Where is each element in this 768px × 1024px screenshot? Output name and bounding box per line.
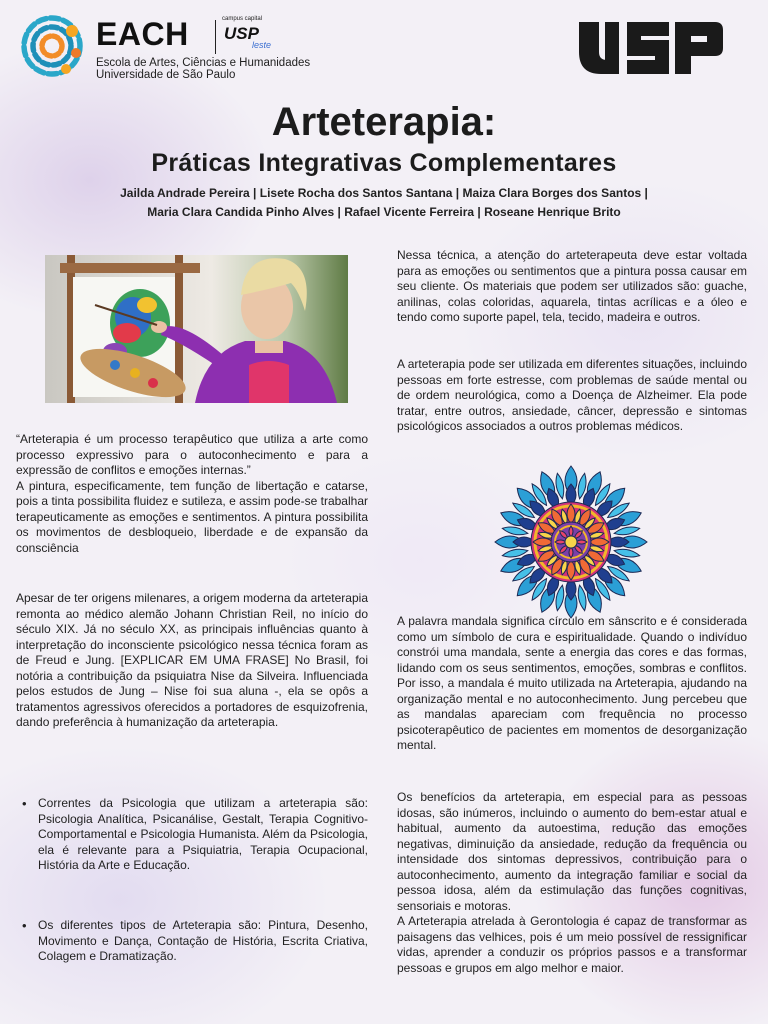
each-title: EACH (96, 16, 189, 52)
history-paragraph: Apesar de ter origens milenares, a origem moderna da arteterapia remonta ao médico alemão Johann Christian Reil, no início do século XIX. Já no século XX, as principais influências quanto à interpretação do inconsciente psicológico nessa técnica foram as de Freud e Jung. [EXPLICAR EM UMA FRASE] No Brasil, foi notória a contribuição da psiquiatra Nise da Silveira. Influenciada pelos estudos de Jung – Nise foi sua aluna -, ela se opôs a tratamentos agressivos oferecidos a portadores de esquizofrenia, dando preferência à humanização da arteterapia. (16, 591, 368, 729)
bullet-item-psychology: • Correntes da Psicologia que utilizam a arteterapia são: Psicologia Analítica, Psicanálise, Gestalt, Terapia Cognitivo-Comportamental e Psicologia Humanista. Além da Psicologia, ela é relevante para a Psiquiatria, Terapia Ocupacional, História da Arte e Educação. (16, 796, 368, 874)
technique-paragraph: Nessa técnica, a atenção do arteterapeuta deve estar voltada para as emoções ou sentimentos que a pintura possa causar em seu cliente. Os materiais que podem ser utilizados são: guache, anilinas, colas coloridas, aquarela, tintas acrílicas e a óleo e tendo como suporte papel, tela, tecido, madeira e outros. (397, 248, 747, 324)
benefits-paragraph: Os benefícios da arteterapia, em especial para as pessoas idosas, são inúmeros, incluindo o aumento do bem-estar atual e habitual, aumento da autoestima, redução das emoções negativas, diminuição da ansiedade, redução da frequência ou intensidade dos sintomas depressivos, contribuição para o autoconhecimento, aumento da integração familiar e social da pessoa idosa, além da estimulação das funções cognitivas, sensoriais e motoras. (397, 790, 747, 913)
painting-woman-photo (45, 255, 348, 403)
poster-header (0, 0, 768, 92)
usp-logo-icon (575, 18, 725, 78)
left-intro-block (16, 432, 368, 556)
campus-usp-leste-logo (222, 16, 284, 56)
each-subtitle-line2: Universidade de São Paulo (96, 69, 236, 81)
each-logo-icon (14, 11, 90, 81)
campus-label: campus capital (222, 16, 263, 22)
each-subtitle-line1: Escola de Artes, Ciências e Humanidades (96, 57, 311, 69)
painting-paragraph: A pintura, especificamente, tem função de libertação e catarse, pois a tinta possibilita fluidez e sutileza, e assim pode-se trabalhar terapeuticamente as emoções e sentimentos. A pintura possibilita os movimentos de desbloqueio, liberdade e de expansão da consciência (16, 478, 368, 555)
authors-line-1: Jailda Andrade Pereira | Lisete Rocha dos Santos Santana | Maiza Clara Borges dos Santos | (120, 186, 648, 200)
quote-text: “Arteterapia é um processo terapêutico que utiliza a arte como processo expressivo para o autoconhecimento e para a expressão de conflitos e emoções internas.” (16, 432, 368, 477)
bullet-list-types (16, 918, 368, 965)
poster-title: Arteterapia: (271, 100, 497, 144)
authors (0, 184, 768, 222)
campus-usp-text: USP (224, 24, 259, 43)
campus-leste-text: leste (252, 40, 272, 50)
bullet-item-types: • Os diferentes tipos de Arteterapia são: Pintura, Desenho, Movimento e Dança, Contação de História, Escrita Criativa, Colagem e Dramatização. (16, 918, 368, 965)
logo-divider (215, 20, 216, 54)
gerontology-paragraph: A Arteterapia atrelada à Gerontologia é capaz de transformar as paisagens das velhices, pois é um meio possível de ressignificar vidas, aprender a conduzir os próprios passos e a transformar pessoas e grupos em algo melhor e maior. (397, 914, 747, 975)
situations-paragraph: A arteterapia pode ser utilizada em diferentes situações, incluindo pessoas em forte estresse, com problemas de saúde mental ou de ordem neurológica, como a Doença de Alzheimer. Ela pode tratar, entre outros, ansiedade, câncer, depressão e sintomas psicológicos associados a outros problemas médicos. (397, 357, 747, 433)
mandala-paragraph: A palavra mandala significa círculo em sânscrito e é considerada como um símbolo de cura e espiritualidade. Quando o indivíduo constrói uma mandala, sente a energia das cores e das formas, lidando com os seus sentimentos, emoções, sombras e conflitos. Por isso, a mandala é muito utilizada na Arteterapia, ajudando na organização mental e no autoconhecimento. Jung percebeu que as mandalas apareciam com frequência no processo psicoterapêutico de pacientes em momentos de desorganização mental. (397, 614, 747, 752)
poster-subtitle: Práticas Integrativas Complementares (151, 149, 617, 177)
authors-line-2: Maria Clara Candida Pinho Alves | Rafael Vicente Ferreira | Roseane Henrique Brito (147, 205, 621, 219)
benefits-block (397, 790, 747, 976)
mandala-icon (494, 465, 648, 619)
bullet-list-psychology (16, 796, 368, 874)
